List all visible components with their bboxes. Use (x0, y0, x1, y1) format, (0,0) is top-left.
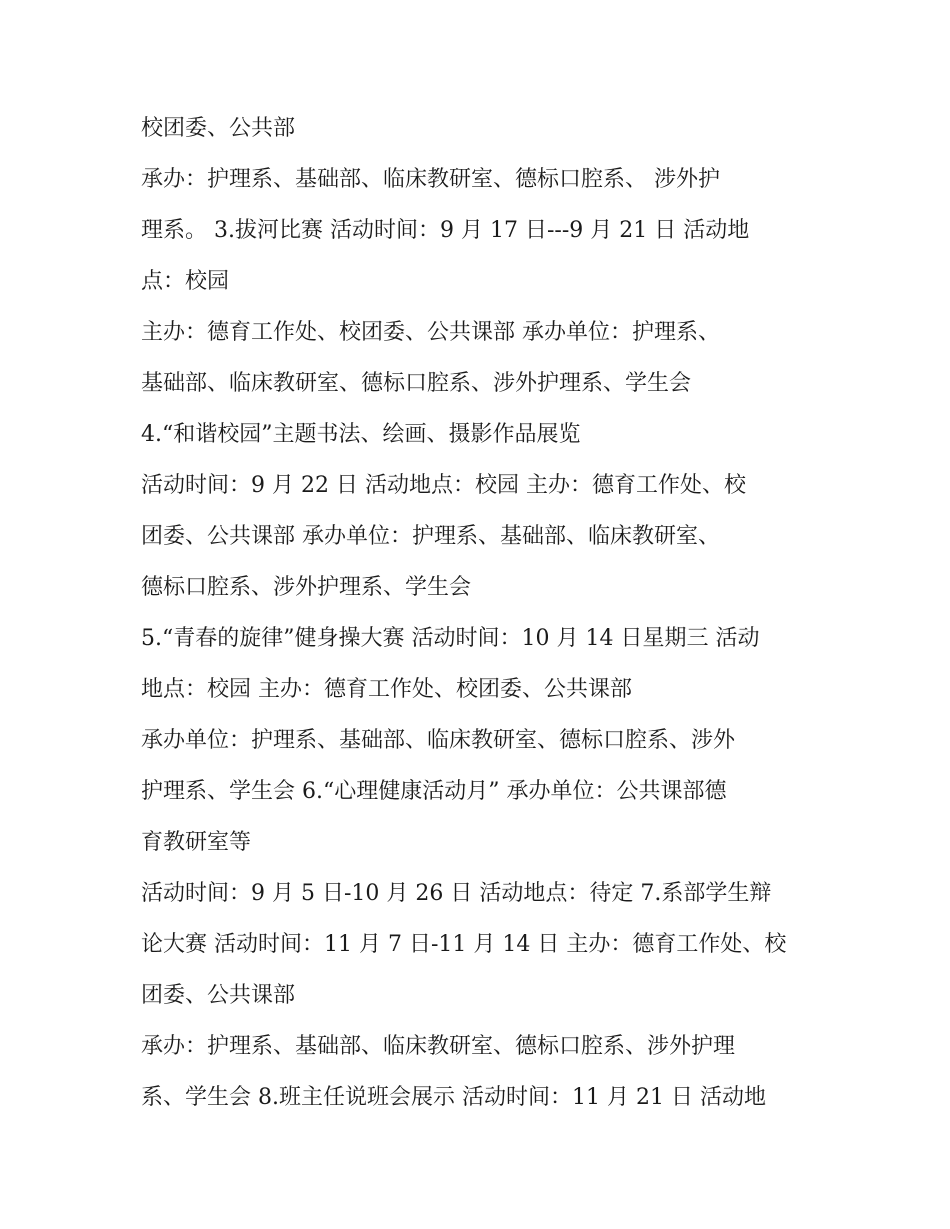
text-line: 理系。 3.拔河比赛 活动时间：9 月 17 日---9 月 21 日 活动地 (141, 218, 750, 243)
text-line: 活动时间：9 月 22 日 活动地点：校园 主办：德育工作处、校 (141, 473, 746, 498)
text-line: 校团委、公共部 (141, 116, 296, 141)
text-line: 承办单位：护理系、基础部、临床教研室、德标口腔系、涉外 (141, 728, 736, 753)
text-line: 活动时间：9 月 5 日-10 月 26 日 活动地点：待定 7.系部学生辩 (141, 881, 772, 906)
text-line: 团委、公共课部 承办单位：护理系、基础部、临床教研室、 (141, 524, 720, 549)
text-line: 主办：德育工作处、校团委、公共课部 承办单位：护理系、 (141, 320, 720, 345)
text-line: 论大赛 活动时间：11 月 7 日-11 月 14 日 主办：德育工作处、校 (141, 932, 787, 957)
text-line: 点：校园 (141, 269, 230, 294)
text-line: 育教研室等 (141, 830, 252, 855)
text-line: 基础部、临床教研室、德标口腔系、涉外护理系、学生会 (141, 371, 692, 396)
text-line: 5.“青春的旋律”健身操大赛 活动时间：10 月 14 日星期三 活动 (141, 626, 760, 651)
text-line: 系、学生会 8.班主任说班会展示 活动时间：11 月 21 日 活动地 (141, 1085, 766, 1110)
text-line: 承办：护理系、基础部、临床教研室、德标口腔系、涉外护理 (141, 1034, 736, 1059)
text-line: 地点：校园 主办：德育工作处、校团委、公共课部 (141, 677, 632, 702)
text-line: 团委、公共课部 (141, 983, 296, 1008)
text-line: 承办：护理系、基础部、临床教研室、德标口腔系、 涉外护 (141, 167, 720, 192)
text-line: 4.“和谐校园”主题书法、绘画、摄影作品展览 (141, 422, 581, 447)
text-line: 德标口腔系、涉外护理系、学生会 (141, 575, 472, 600)
document-body (141, 108, 841, 1128)
text-line: 护理系、学生会 6.“心理健康活动月” 承办单位：公共课部德 (141, 779, 727, 804)
